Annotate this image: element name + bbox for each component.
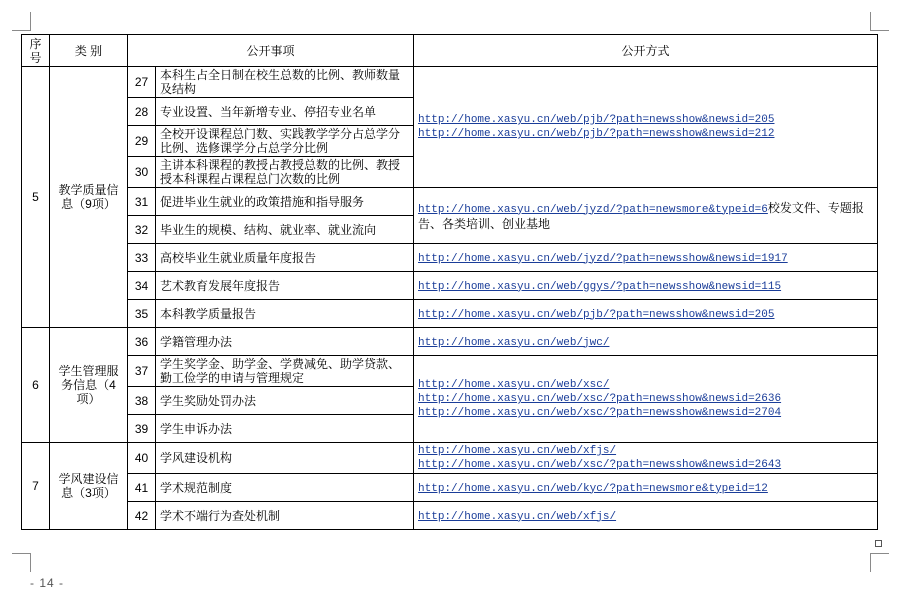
disclosure-table: [21, 34, 878, 530]
method-note: 校发文件、专题报告、各类培训、创业基地: [418, 200, 864, 231]
row-item: 毕业生的规模、结构、就业率、就业流向: [156, 216, 414, 244]
row-item: 促进毕业生就业的政策措施和指导服务: [156, 188, 414, 216]
row-number: 28: [128, 98, 156, 126]
header-method: 公开方式: [414, 35, 878, 67]
method-cell: [414, 474, 878, 502]
group-seq: 5: [22, 67, 50, 328]
method-link[interactable]: http://home.xasyu.cn/web/xsc/: [418, 379, 610, 391]
method-cell: [414, 300, 878, 328]
table-row: [22, 300, 878, 328]
row-item: 学风建设机构: [156, 443, 414, 474]
method-link[interactable]: http://home.xasyu.cn/web/xsc/?path=newsshow&newsid=2636: [418, 393, 782, 405]
method-link[interactable]: http://home.xasyu.cn/web/xsc/?path=newsshow&newsid=2643: [418, 459, 782, 471]
crop-mark-top-left: [12, 12, 31, 31]
table-row: [22, 502, 878, 530]
method-link[interactable]: http://home.xasyu.cn/web/pjb/?path=newsshow&newsid=205: [418, 114, 775, 126]
group-seq: 6: [22, 328, 50, 443]
method-cell: [414, 328, 878, 356]
row-number: 34: [128, 272, 156, 300]
table-row: [22, 443, 878, 474]
crop-mark-top-right: [870, 12, 889, 31]
row-number: 39: [128, 415, 156, 443]
group-category: 学风建设信息（3项）: [50, 443, 128, 530]
crop-mark-bottom-left: [12, 553, 31, 572]
method-cell: [414, 67, 878, 188]
table-row: [22, 272, 878, 300]
method-link[interactable]: http://home.xasyu.cn/web/ggys/?path=newsshow&newsid=115: [418, 280, 782, 293]
method-cell: [414, 244, 878, 272]
header-item: 公开事项: [128, 35, 414, 67]
row-number: 41: [128, 474, 156, 502]
method-link[interactable]: http://home.xasyu.cn/web/xsc/?path=newsshow&newsid=2704: [418, 407, 782, 419]
row-number: 32: [128, 216, 156, 244]
row-item: 学生奖学金、助学金、学费减免、助学贷款、勤工俭学的申请与管理规定: [156, 356, 414, 387]
table-row: [22, 328, 878, 356]
row-number: 36: [128, 328, 156, 356]
method-link[interactable]: http://home.xasyu.cn/web/jwc/: [418, 336, 610, 349]
method-link[interactable]: http://home.xasyu.cn/web/pjb/?path=newsshow&newsid=212: [418, 128, 775, 140]
row-number: 27: [128, 67, 156, 98]
method-link[interactable]: http://home.xasyu.cn/web/xfjs/: [418, 510, 617, 523]
group-category: 教学质量信息（9项）: [50, 67, 128, 328]
row-item: 全校开设课程总门数、实践教学学分占总学分比例、选修课学分占总学分比例: [156, 126, 414, 157]
row-number: 33: [128, 244, 156, 272]
row-item: 学籍管理办法: [156, 328, 414, 356]
row-number: 29: [128, 126, 156, 157]
row-item: 学术规范制度: [156, 474, 414, 502]
row-item: 本科生占全日制在校生总数的比例、教师数量及结构: [156, 67, 414, 98]
table-row: [22, 244, 878, 272]
row-item: 专业设置、当年新增专业、停招专业名单: [156, 98, 414, 126]
method-link[interactable]: http://home.xasyu.cn/web/pjb/?path=newsshow&newsid=205: [418, 308, 775, 321]
header-category: 类 别: [50, 35, 128, 67]
row-number: 35: [128, 300, 156, 328]
row-item: 高校毕业生就业质量年度报告: [156, 244, 414, 272]
table-row: [22, 67, 878, 98]
row-number: 40: [128, 443, 156, 474]
row-item: 学生奖励处罚办法: [156, 387, 414, 415]
method-link[interactable]: http://home.xasyu.cn/web/jyzd/?path=newsshow&newsid=1917: [418, 252, 788, 265]
row-item: 学生申诉办法: [156, 415, 414, 443]
row-item: 本科教学质量报告: [156, 300, 414, 328]
method-link[interactable]: http://home.xasyu.cn/web/kyc/?path=newsmore&typeid=12: [418, 482, 768, 495]
method-cell: [414, 443, 878, 474]
row-item: 艺术教育发展年度报告: [156, 272, 414, 300]
row-item: 学术不端行为查处机制: [156, 502, 414, 530]
row-number: 42: [128, 502, 156, 530]
row-number: 31: [128, 188, 156, 216]
table-row: [22, 474, 878, 502]
method-link[interactable]: http://home.xasyu.cn/web/xfjs/: [418, 445, 617, 457]
row-number: 37: [128, 356, 156, 387]
method-cell: [414, 502, 878, 530]
row-number: 30: [128, 157, 156, 188]
header-row: [22, 35, 878, 67]
table-row: [22, 188, 878, 216]
group-category: 学生管理服务信息（4项）: [50, 328, 128, 443]
table-row: [22, 356, 878, 387]
method-cell: [414, 272, 878, 300]
row-item: 主讲本科课程的教授占教授总数的比例、教授授本科课程占课程总门次数的比例: [156, 157, 414, 188]
group-seq: 7: [22, 443, 50, 530]
method-link[interactable]: http://home.xasyu.cn/web/jyzd/?path=newsmore&typeid=6: [418, 203, 768, 216]
crop-mark-bottom-right: [870, 553, 889, 572]
header-seq: 序号: [22, 35, 50, 67]
page-number: - 14 -: [30, 576, 65, 590]
method-cell: [414, 188, 878, 244]
table-resize-handle[interactable]: [875, 540, 882, 547]
method-cell: [414, 356, 878, 443]
row-number: 38: [128, 387, 156, 415]
